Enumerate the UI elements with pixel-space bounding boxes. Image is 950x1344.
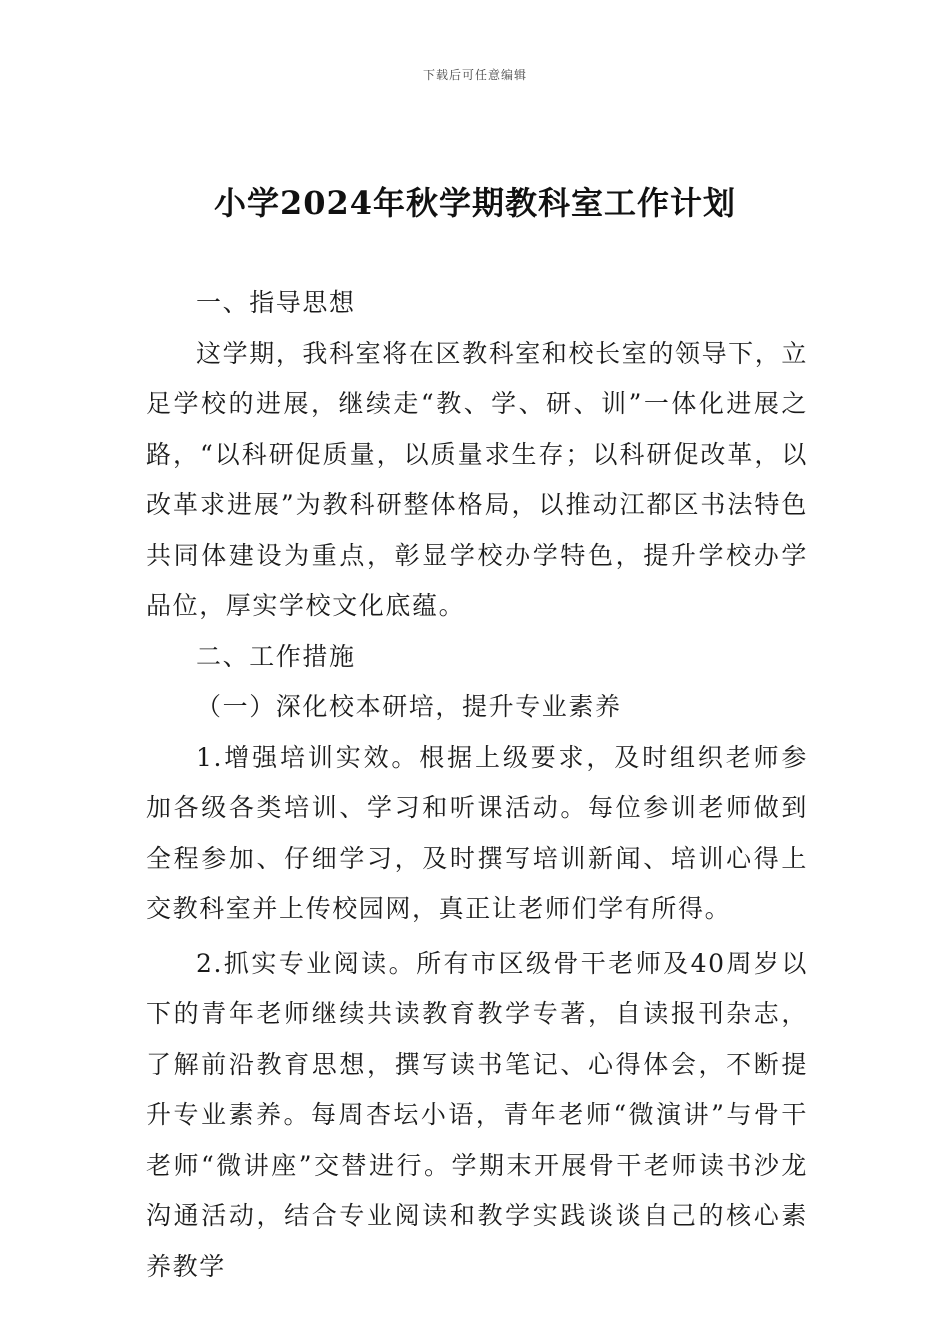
document-title: 小学2024年秋学期教科室工作计划 — [213, 184, 737, 222]
section-heading-guiding-ideology: 一、指导思想 — [196, 288, 356, 317]
document-body — [146, 278, 808, 1292]
paragraph-guiding-ideology: 这学期，我科室将在区教科室和校长室的领导下，立足学校的进展，继续走“教、学、研、训”一体化进展之路，“以科研促质量，以质量求生存；以科研促改革，以改革求进展”为教科研整体格局，以推动江都区书法特色共同体建设为重点，彰显学校办学特色，提升学校办学品位，厚实学校文化底蕴。 — [146, 338, 808, 620]
section-heading-work-measures: 二、工作措施 — [196, 641, 356, 671]
subsection-heading-school-research: （一）深化校本研培，提升专业素养 — [196, 692, 622, 721]
paragraph-reading: 2.抓实专业阅读。所有市区级骨干老师及40周岁以下的青年老师继续共读教育教学专著，自读报刊杂志，了解前沿教育思想，撰写读书笔记、心得体会，不断提升专业素养。每周杏坛小语，青年老师“微演讲”与骨干老师“微讲座”交替进行。学期末开展骨干老师读书沙龙沟通活动，结合专业阅读和教学实践谈谈自己的核心素养教学 — [146, 948, 808, 1281]
paragraph-training: 1.增强培训实效。根据上级要求，及时组织老师参加各级各类培训、学习和听课活动。每位参训老师做到全程参加、仔细学习，及时撰写培训新闻、培训心得上交教科室并上传校园网，真正让老师们学有所得。 — [146, 742, 808, 923]
header-note: 下载后可任意编辑 — [422, 68, 527, 82]
